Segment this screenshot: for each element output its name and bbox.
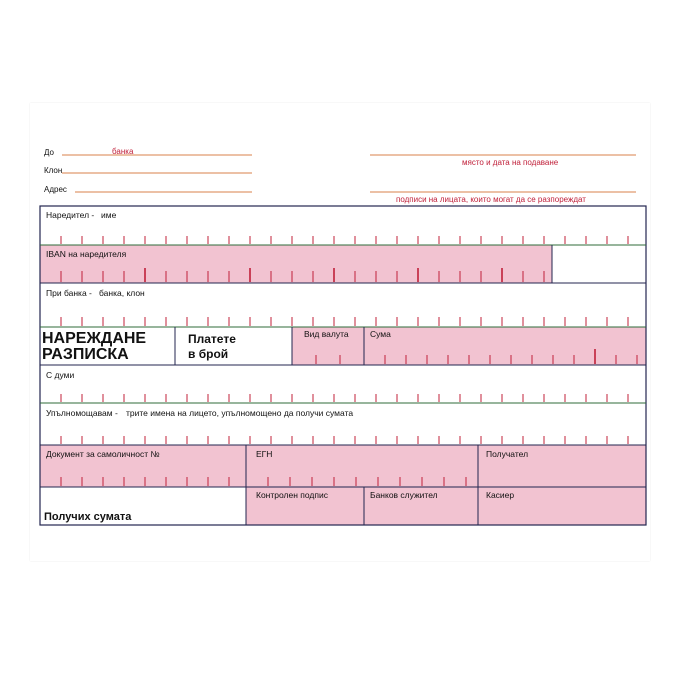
payment-order-form	[30, 103, 650, 561]
id-document-label: Документ за самоличност №	[46, 449, 160, 459]
branch-label: Клон	[44, 166, 63, 175]
form-title-line2: РАЗПИСКА	[42, 346, 129, 363]
cashier-label: Касиер	[486, 490, 515, 500]
control-signature-label: Контролен подпис	[256, 490, 328, 500]
form-title-line1: НАРЕЖДАНЕ	[42, 330, 147, 347]
address-label: Адрес	[44, 185, 67, 194]
pay-cash-line1: Платете	[188, 332, 236, 346]
pay-cash-line2: в брой	[188, 347, 229, 361]
to-label: До	[44, 148, 54, 157]
authorize-label: Упълномощавам -	[46, 408, 118, 418]
in-words-label: С думи	[46, 370, 75, 380]
received-amount-label: Получих сумата	[44, 511, 132, 523]
iban-label: IBAN на наредителя	[46, 249, 127, 259]
currency-label: Вид валута	[304, 329, 349, 339]
orderer-label: Наредител -	[46, 210, 95, 220]
authorize-hint: трите имена на лицето, упълномощено да получи сумата	[126, 408, 354, 418]
recipient-label: Получател	[486, 449, 529, 459]
amount-label: Сума	[370, 329, 391, 339]
at-bank-hint: банка, клон	[99, 288, 145, 298]
signatures-hint: подписи на лицата, които могат да се разпореждат	[396, 195, 586, 204]
bank-clerk-label: Банков служител	[370, 490, 438, 500]
place-date-hint: място и дата на подаване	[462, 158, 559, 167]
orderer-hint: име	[101, 210, 117, 220]
egn-label: ЕГН	[256, 449, 273, 459]
bank-hint: банка	[112, 147, 134, 156]
at-bank-label: При банка -	[46, 288, 92, 298]
